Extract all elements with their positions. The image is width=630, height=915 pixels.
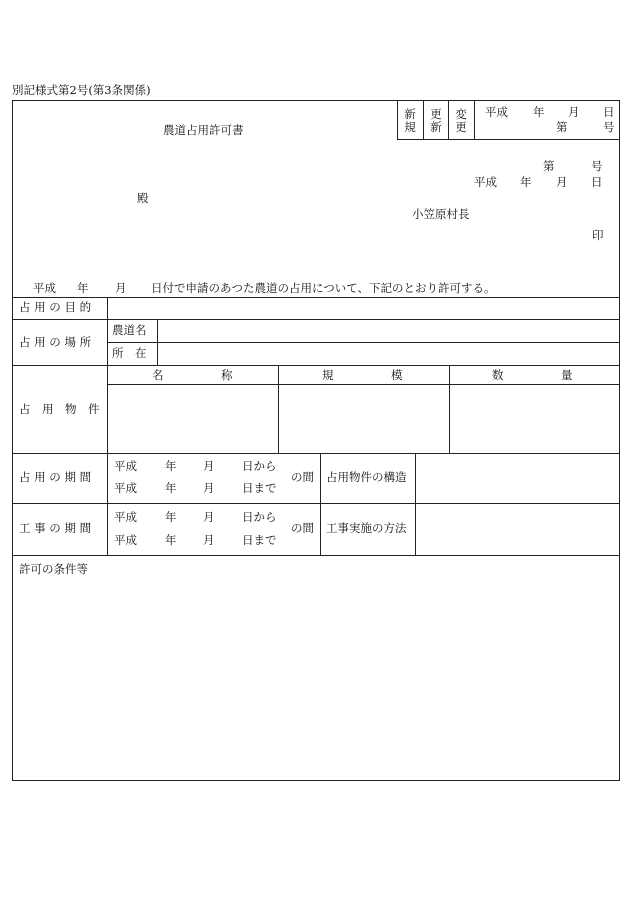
structure-label: 占用物件の構造 <box>326 470 407 484</box>
type-change-checkbox[interactable]: 変 更 <box>455 107 467 135</box>
type-renewal-checkbox[interactable]: 更 新 <box>430 107 442 135</box>
work-method-label: 工事実施の方法 <box>326 521 407 535</box>
work-period-label: 工 事 の 期 間 <box>19 521 92 535</box>
location-label: 所 在 <box>112 346 147 360</box>
object-name-field[interactable] <box>108 385 278 453</box>
issuer: 小笠原村長 <box>412 207 470 221</box>
road-name-label: 農道名 <box>112 323 147 337</box>
occupied-object-label: 占 用 物 件 <box>19 402 100 416</box>
col-header-scale: 規 模 <box>322 368 403 382</box>
structure-field[interactable] <box>416 454 619 503</box>
document-title: 農道占用許可書 <box>163 123 244 137</box>
col-header-name: 名 称 <box>152 368 233 382</box>
object-scale-field[interactable] <box>279 385 449 453</box>
purpose-label: 占 用 の 目 的 <box>19 300 92 314</box>
location-field[interactable] <box>158 343 619 365</box>
place-label: 占 用 の 場 所 <box>19 335 92 349</box>
work-method-field[interactable] <box>416 504 619 555</box>
type-new-checkbox[interactable]: 新 規 <box>404 107 416 135</box>
occupancy-period-label: 占 用 の 期 間 <box>19 470 92 484</box>
work-between: の間 <box>291 521 314 535</box>
purpose-field[interactable] <box>108 298 619 319</box>
form-reference: 別記様式第2号(第3条関係) <box>12 83 151 97</box>
addressee-suffix: 殿 <box>137 191 149 205</box>
occupancy-between: の間 <box>291 470 314 484</box>
road-name-field[interactable] <box>158 320 619 342</box>
col-header-quantity: 数 量 <box>492 368 573 382</box>
conditions-field[interactable] <box>13 580 619 780</box>
seal-mark: 印 <box>592 228 604 242</box>
object-quantity-field[interactable] <box>450 385 619 453</box>
conditions-label: 許可の条件等 <box>19 562 88 576</box>
